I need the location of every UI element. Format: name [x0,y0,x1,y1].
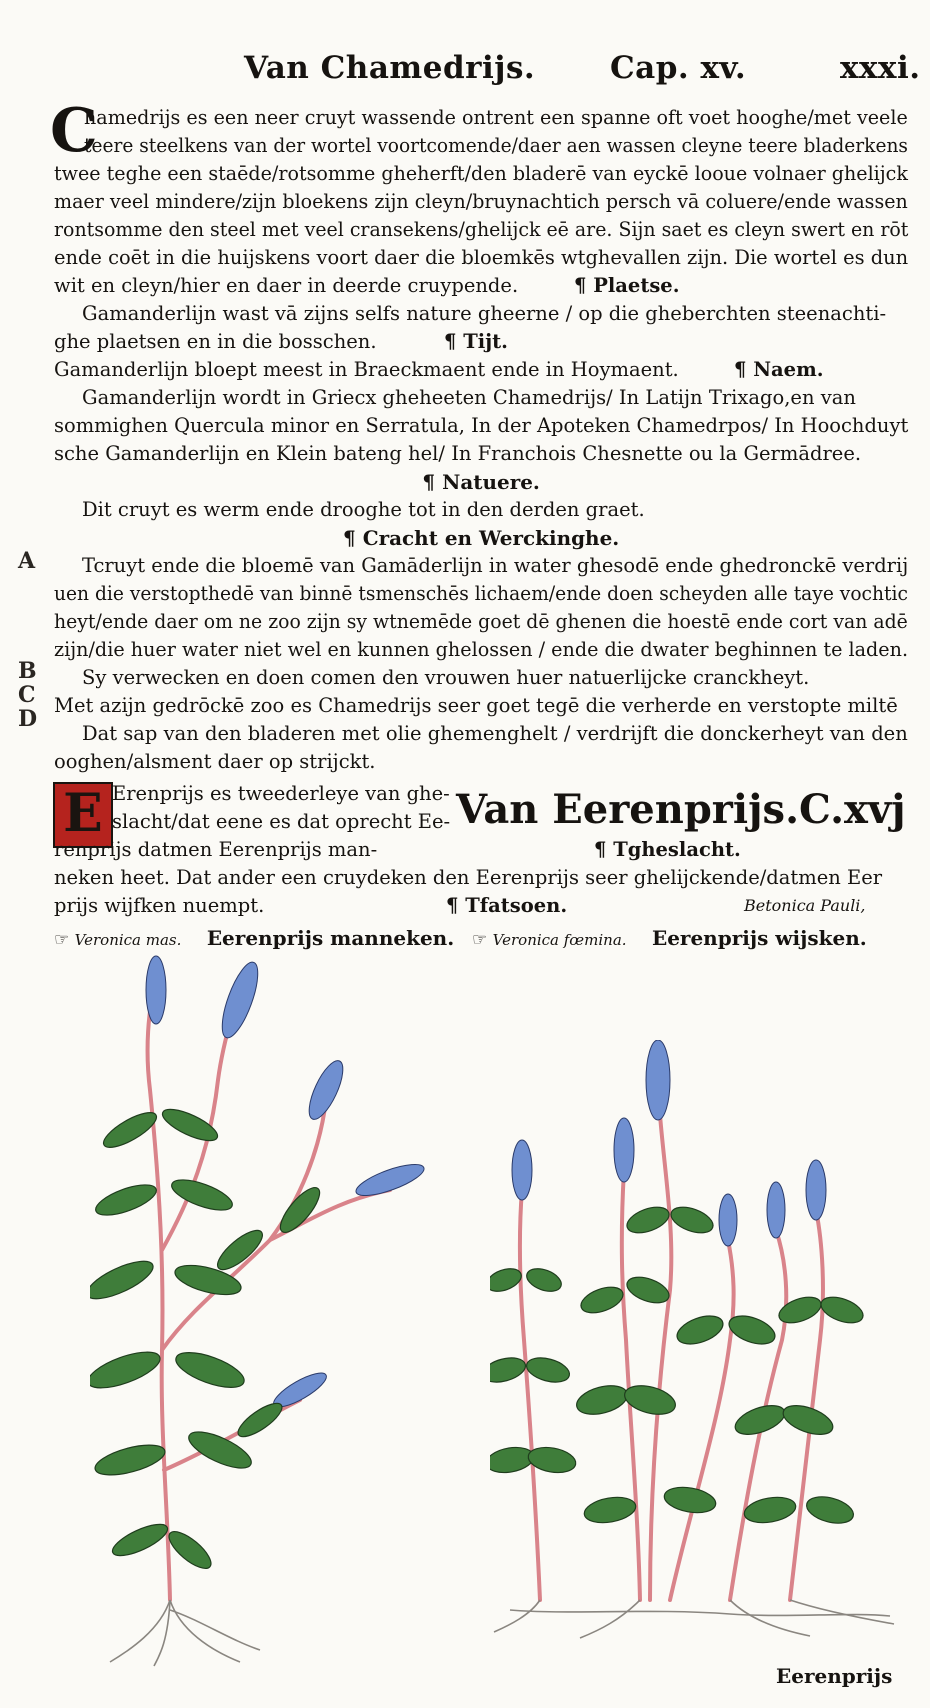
margin-letter: C [18,682,36,708]
text-line: Met azijn gedrōckē zoo es Chamedrijs seer goet tegē die verherde en verstopte miltē [54,694,898,717]
text-line: Gamanderlijn wordt in Griecx gheheeten Chamedrijs/ In Latijn Trixago,en van [82,386,856,409]
betonica-label: Betonica Pauli, [744,896,866,915]
margin-letter: A [18,548,36,574]
veronica-mas-illustration [90,950,430,1670]
text-line: Dit cruyt es werm ende drooghe tot in den derden graet. [82,498,645,521]
text-line: hamedrijs es een neer cruyt wassende ontrent een spanne oft voet hooghe/met veele [84,106,908,129]
text-line: maer veel mindere/zijn bloekens zijn cleyn/bruynachtich persch vā coluere/ende wassen [54,190,908,213]
text-line: neken heet. Dat ander een cruydeken den Eerenprijs seer ghelijckende/datmen Eer [54,866,883,889]
margin-letter: D [18,706,38,732]
section-heading-naem: ¶ Naem. [734,358,824,381]
text-line: wit en cleyn/hier en daer in deerde cruypende. [54,274,519,297]
text-line: heyt/ende daer om ne zoo zijn sy wtnemēde goet dē ghenen die hoestē ende cort van adē [54,610,908,633]
text-line: twee teghe een staēde/rotsomme gheherft/den bladerē van eyckē looue volnaer ghelijck [54,162,908,185]
margin-letter: B [18,658,37,684]
text-line: teere steelkens van der wortel voortcomende/daer aen wassen cleyne teere bladerkens [84,134,908,157]
text-line: ghe plaetsen en in die bosschen. [54,330,377,353]
section-heading-natuere: ¶ Natuere. [422,470,540,494]
plant-caption: Eerenprijs [776,1664,893,1688]
text-line: Erenprijs es tweederleye van ghe- [112,782,450,805]
text-line: zijn/die huer water niet wel en kunnen ghelossen / ende die dwater beghinnen te laden. [54,638,909,661]
caption-right-dutch: Eerenprijs wijsken. [651,926,867,950]
section-heading-fatsoen: ¶ Tfatsoen. [446,894,568,917]
text-line: Tcruyt ende die bloemē van Gamāderlijn in water ghesodē ende ghedronckē verdrij [82,554,909,577]
text-line: ooghen/alsment daer op strijckt. [54,750,376,773]
text-line: Gamanderlijn wast vā zijns selfs nature gheerne / op die gheberchten steenachti- [82,302,887,325]
caption-right: ☞ Veronica fœmina. Eerenprijs wijsken. [472,926,867,950]
text-line: renprijs datmen Eerenprijs man- [54,838,378,861]
folio-number: xxxi. [840,50,921,86]
caption-left: ☞ Veronica mas. Eerenprijs manneken. [54,926,455,950]
text-line: Sy verwecken en doen comen den vrouwen huer natuerlijcke cranckheyt. [82,666,810,689]
text-line: Dat sap van den bladeren met olie ghemenghelt / verdrijft die donckerheyt van den [82,722,908,745]
chapter-heading: Van Eerenprijs.C.xvj [456,786,906,833]
veronica-foemina-illustration [490,1040,900,1640]
text-line: sommighen Quercula minor en Serratula, In der Apoteken Chamedrpos/ In Hoochduyt [54,414,909,437]
section-heading-tijt: ¶ Tijt. [444,330,508,353]
rubricated-initial: E [53,782,113,848]
text-line: Gamanderlijn bloept meest in Braeckmaent ende in Hoymaent. [54,358,679,381]
section-heading-gheslacht: ¶ Tgheslacht. [594,838,741,861]
text-line: rontsomme den steel met veel cransekens/ghelijck eē are. Sijn saet es cleyn swert en rōt [54,218,909,241]
running-head-title: Van Chamedrijs. [244,50,536,86]
caption-left-latin: Veronica mas. [74,931,182,949]
caption-right-latin: Veronica fœmina. [492,931,627,949]
text-line: slacht/dat eene es dat oprecht Ee- [112,810,451,833]
running-head-chapter: Cap. xv. [610,50,747,86]
section-heading-plaetse: ¶ Plaetse. [574,274,680,297]
text-line: sche Gamanderlijn en Klein bateng hel/ In Franchois Chesnette ou la Germādree. [54,442,862,465]
text-line: prijs wijfken nuempt. [54,894,265,917]
bleed-through [480,1000,485,1018]
initial-letter-c: C [50,96,98,166]
section-heading-cracht: ¶ Cracht en Werckinghe. [343,526,620,550]
text-line: uen die verstopthedē van binnē tsmenschēs lichaem/ende doen scheyden alle taye vochtic [54,582,908,605]
text-line: ende coēt in die huijskens voort daer die bloemkēs wtghevallen zijn. Die wortel es dun [54,246,909,269]
caption-left-dutch: Eerenprijs manneken. [206,926,455,950]
